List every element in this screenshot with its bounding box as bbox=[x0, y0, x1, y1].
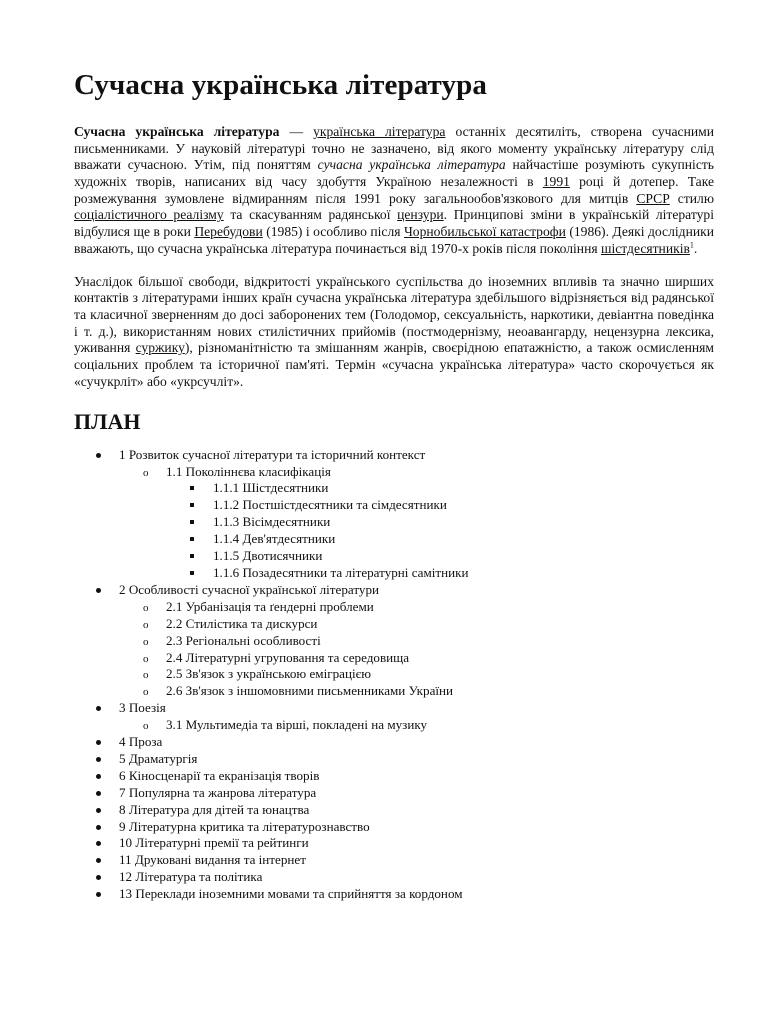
second-paragraph bbox=[74, 274, 714, 391]
bullet-disc-icon bbox=[96, 875, 101, 880]
toc-item[interactable] bbox=[74, 548, 714, 565]
bullet-square-icon bbox=[190, 503, 194, 507]
toc-item-label: 11 Друковані видання та інтернет bbox=[119, 852, 306, 868]
toc-item[interactable] bbox=[74, 447, 714, 464]
toc-item[interactable] bbox=[74, 683, 714, 700]
toc-item[interactable] bbox=[74, 734, 714, 751]
italic-term: сучасна українська література bbox=[317, 157, 506, 173]
link-1991[interactable]: 1991 bbox=[542, 174, 570, 189]
toc-item-label: 1.1.1 Шістдесятники bbox=[213, 480, 329, 496]
toc-item[interactable] bbox=[74, 633, 714, 650]
text-run: Унаслідок більшої свободи, відкритості українського суспільства до іноземних впливів та значно ширших контактів з літературами інших країн сучасна українська література здебільшого відрізняється від радянської та класичної зверненням до досі заборонених тем (Голодомор, сексуальність, наркотики, девіантна поведінка і т. д.), використанням нових стилістичних прийомів (постмодернізму, неоавангарду, нецензурна лексика, уживання bbox=[74, 273, 714, 356]
bullet-disc-icon bbox=[96, 757, 101, 762]
toc-item-label: 2.2 Стилістика та дискурси bbox=[166, 615, 318, 631]
toc-item-label: 2.5 Зв'язок з українською еміграцією bbox=[166, 666, 371, 682]
text-run: році й дотепер. Таке розмежування зумовлене відмиранням після 1991 року загальнообов'язкового для митців bbox=[74, 174, 714, 206]
toc-item-label: 6 Кіносценарії та екранізація творів bbox=[119, 767, 320, 783]
toc-item[interactable] bbox=[74, 497, 714, 514]
toc-item[interactable] bbox=[74, 616, 714, 633]
toc-item[interactable] bbox=[74, 869, 714, 886]
toc-item[interactable] bbox=[74, 785, 714, 802]
toc-item-label: 10 Літературні премії та рейтинги bbox=[119, 835, 309, 851]
bullet-disc-icon bbox=[96, 892, 101, 897]
plan-heading: ПЛАН bbox=[74, 409, 141, 435]
toc-item[interactable] bbox=[74, 480, 714, 497]
toc-item[interactable] bbox=[74, 852, 714, 869]
bullet-square-icon bbox=[190, 486, 194, 490]
bullet-circle-icon: o bbox=[143, 618, 149, 631]
bullet-circle-icon: o bbox=[143, 635, 149, 648]
text-run: . Принципові зміни в українській літературі відбулися ще в роки bbox=[74, 207, 714, 240]
bullet-circle-icon: o bbox=[143, 686, 149, 699]
toc-item-label: 1 Розвиток сучасної літератури та історичний контекст bbox=[119, 446, 426, 462]
toc-item-label: 2.4 Літературні угруповання та середовища bbox=[166, 649, 410, 665]
toc-item[interactable] bbox=[74, 768, 714, 785]
bullet-circle-icon: o bbox=[143, 601, 149, 614]
toc-item-label: 8 Література для дітей та юнацтва bbox=[119, 801, 310, 817]
toc-item[interactable] bbox=[74, 717, 714, 734]
toc-item[interactable] bbox=[74, 751, 714, 768]
toc-item[interactable] bbox=[74, 514, 714, 531]
bullet-circle-icon: o bbox=[143, 652, 149, 665]
text-run: найчастіше розуміють сукупність художніх творів, написаних від часу здобуття Україною незалежності в bbox=[74, 157, 714, 189]
toc-item-label: 2.1 Урбанізація та ґендерні проблеми bbox=[166, 598, 374, 614]
bullet-disc-icon bbox=[96, 791, 101, 796]
text-run: ), різноманітністю та змішанням жанрів, своєрідною епатажністю, а також осмисленням соціальних проблем та історичної пам'яті. Термін «сучасна українська література» часто скорочується як «сучукрліт» або «укрсучліт». bbox=[74, 340, 714, 389]
link-ussr[interactable]: СРСР bbox=[636, 190, 670, 206]
bullet-disc-icon bbox=[96, 858, 101, 863]
text-run: стилю bbox=[669, 190, 714, 206]
toc-item-label: 1.1.6 Позадесятники та літературні самітники bbox=[213, 564, 469, 580]
text-run: останніх десятиліть, створена сучасними письменниками. У науковій літературі точно не зазначено, від якого моменту українську літературу слід вважати сучасною. Утім, під поняттям bbox=[74, 123, 715, 173]
toc-item-label: 1.1 Поколіннєва класифікація bbox=[166, 463, 331, 479]
toc-item[interactable] bbox=[74, 886, 714, 903]
bullet-square-icon bbox=[190, 537, 194, 541]
text-run: — bbox=[279, 123, 314, 139]
toc-item-label: 2.6 Зв'язок з іншомовними письменниками України bbox=[166, 683, 454, 699]
bullet-disc-icon bbox=[96, 740, 101, 745]
toc-item[interactable] bbox=[74, 599, 714, 616]
link-socialist-realism[interactable]: соціалістичного реалізму bbox=[74, 207, 224, 223]
toc-item[interactable] bbox=[74, 582, 714, 599]
text-run: та скасуванням радянської bbox=[223, 207, 398, 223]
bullet-circle-icon: o bbox=[143, 669, 149, 682]
toc-item-label: 1.1.5 Двотисячники bbox=[213, 548, 323, 564]
toc-item[interactable] bbox=[74, 835, 714, 852]
toc-item[interactable] bbox=[74, 700, 714, 717]
bullet-disc-icon bbox=[96, 706, 101, 711]
bullet-square-icon bbox=[190, 520, 194, 524]
bullet-disc-icon bbox=[96, 774, 101, 779]
table-of-contents bbox=[74, 447, 714, 903]
toc-item[interactable] bbox=[74, 464, 714, 481]
link-chornobyl-disaster[interactable]: Чорнобильської катастрофи bbox=[403, 224, 566, 240]
document-page bbox=[74, 70, 714, 903]
text-run: (1985) і особливо після bbox=[262, 224, 404, 240]
toc-item-label: 7 Популярна та жанрова література bbox=[119, 784, 317, 800]
toc-item-label: 3.1 Мультимедіа та вірші, покладені на музику bbox=[166, 717, 428, 733]
toc-item-label: 2 Особливості сучасної української літератури bbox=[119, 581, 380, 597]
toc-item[interactable] bbox=[74, 819, 714, 836]
toc-item[interactable] bbox=[74, 565, 714, 582]
toc-item[interactable] bbox=[74, 666, 714, 683]
bullet-circle-icon: o bbox=[143, 720, 149, 733]
toc-item[interactable] bbox=[74, 531, 714, 548]
bold-term: Сучасна українська література bbox=[74, 123, 280, 139]
toc-item[interactable] bbox=[74, 650, 714, 667]
bullet-disc-icon bbox=[96, 808, 101, 813]
toc-item-label: 4 Проза bbox=[119, 734, 163, 750]
toc-item-label: 13 Переклади іноземними мовами та сприйняття за кордоном bbox=[119, 886, 463, 902]
toc-item[interactable] bbox=[74, 802, 714, 819]
bullet-disc-icon bbox=[96, 588, 101, 593]
footnote-ref[interactable]: 1 bbox=[689, 240, 694, 250]
toc-item-label: 1.1.2 Постшістдесятники та сімдесятники bbox=[213, 497, 447, 513]
bullet-circle-icon: o bbox=[143, 466, 149, 479]
bullet-disc-icon bbox=[96, 825, 101, 830]
intro-paragraph bbox=[74, 124, 714, 258]
bullet-square-icon bbox=[190, 554, 194, 558]
bullet-disc-icon bbox=[96, 841, 101, 846]
link-perestroika[interactable]: Перебудови bbox=[194, 224, 263, 240]
toc-item-label: 3 Поезія bbox=[119, 700, 166, 716]
page-title: Сучасна українська література bbox=[74, 69, 487, 101]
toc-item-label: 12 Література та політика bbox=[119, 869, 263, 885]
toc-item-label: 1.1.3 Вісімдесятники bbox=[213, 514, 331, 530]
link-ukrainian-literature[interactable]: українська література bbox=[313, 123, 446, 139]
toc-item-label: 9 Літературна критика та літературознавство bbox=[119, 818, 370, 834]
toc-item-label: 5 Драматургія bbox=[119, 750, 198, 766]
bullet-square-icon bbox=[190, 571, 194, 575]
toc-item-label: 2.3 Регіональні особливості bbox=[166, 632, 321, 648]
link-shistdesiatnyky[interactable]: шістдесятників bbox=[601, 240, 690, 256]
text-run: (1986). Деякі дослідники вважають, що сучасна українська література починається від 1970-х років після покоління bbox=[74, 224, 714, 256]
link-censorship[interactable]: цензури bbox=[397, 207, 444, 223]
text-run: . bbox=[693, 240, 698, 256]
link-surzhyk[interactable]: суржику bbox=[135, 340, 185, 356]
bullet-disc-icon bbox=[96, 453, 101, 458]
toc-item-label: 1.1.4 Дев'ятдесятники bbox=[213, 531, 336, 547]
